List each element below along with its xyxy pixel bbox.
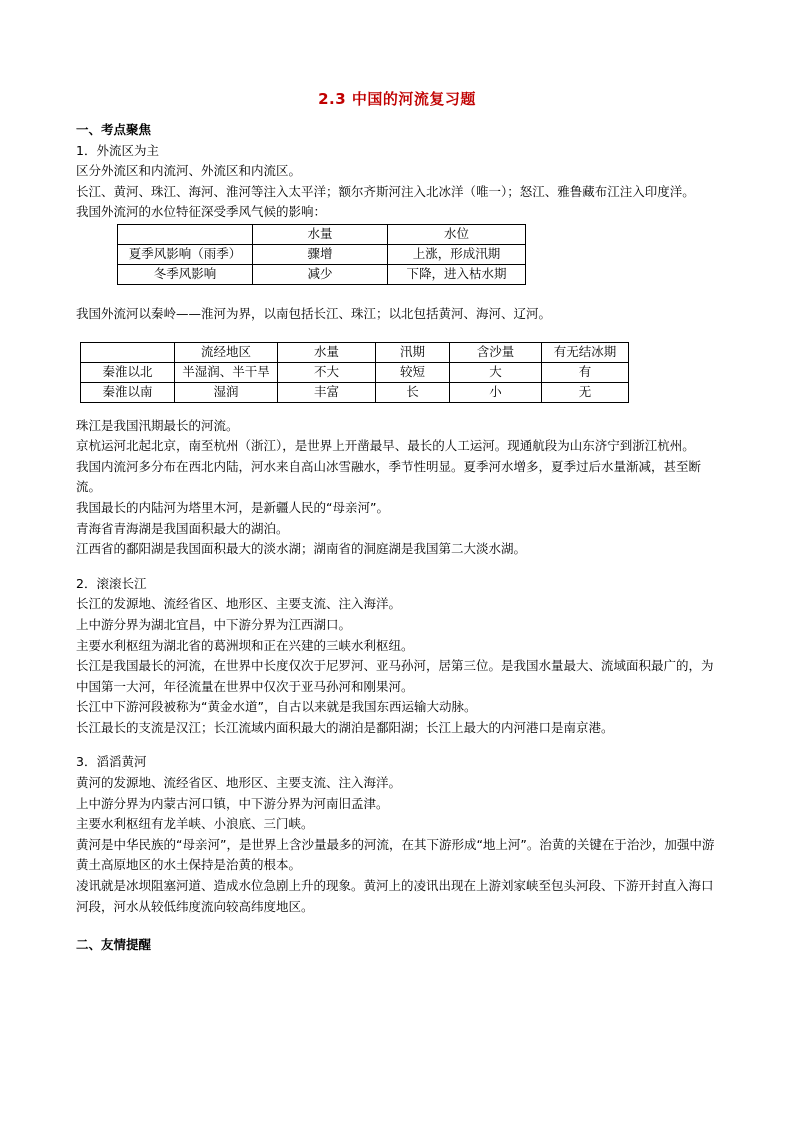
paragraph: 我国内流河多分布在西北内陆，河水来自高山冰雪融水，季节性明显。夏季河水增多，夏季过后水量渐减，甚至断流。 <box>76 458 702 495</box>
paragraph: 上中游分界为内蒙古河口镇，中下游分界为河南旧孟津。 <box>76 795 389 811</box>
table-cell: 较短 <box>376 362 450 382</box>
paragraph: 长江的发源地、流经省区、地形区、主要支流、注入海洋。 <box>76 596 402 612</box>
north-south-table <box>80 342 629 403</box>
paragraph: 主要水利枢纽有龙羊峡、小浪底、三门峡。 <box>76 816 314 832</box>
paragraph: 上中游分界为湖北宜昌，中下游分界为江西湖口。 <box>76 616 352 632</box>
table-cell: 下降，进入枯水期 <box>388 264 526 284</box>
paragraph: 黄河是中华民族的“母亲河”，是世界上含沙量最多的河流，在其下游形成“地上河”。治黄的关键在于治沙，加强中游黄土高原地区的水土保持是治黄的根本。 <box>76 836 715 873</box>
table-cell: 湿润 <box>175 382 278 402</box>
table-row <box>118 244 526 264</box>
table-cell: 秦淮以南 <box>81 382 175 402</box>
table-cell <box>81 342 175 362</box>
table-cell: 冬季风影响 <box>118 264 253 284</box>
paragraph: 主要水利枢纽为湖北省的葛洲坝和正在兴建的三峡水利枢纽。 <box>76 637 414 653</box>
table-cell: 骤增 <box>253 244 388 264</box>
table-row <box>118 264 526 284</box>
table-cell: 长 <box>376 382 450 402</box>
paragraph: 区分外流区和内流河、外流区和内流区。 <box>76 163 302 179</box>
table-cell: 汛期 <box>376 342 450 362</box>
paragraph: 长江、黄河、珠江、海河、淮河等注入太平洋；额尔齐斯河注入北冰洋（唯一）；怒江、雅鲁藏布江注入印度洋。 <box>76 183 695 199</box>
table-cell: 有无结冰期 <box>542 342 629 362</box>
section-heading-focus: 一、考点聚焦 <box>76 122 152 137</box>
paragraph: 凌讯就是冰坝阻塞河道、造成水位急剧上升的现象。黄河上的凌讯出现在上游刘家峡至包头河段、下游开封直入海口河段，河水从较低纬度流向较高纬度地区。 <box>76 878 714 914</box>
subheading-yellow-river: 3．滔滔黄河 <box>76 754 147 770</box>
subheading-exterior: 1．外流区为主 <box>76 142 159 158</box>
table-cell: 水量 <box>278 342 376 362</box>
table-cell: 小 <box>450 382 542 402</box>
monsoon-table <box>117 224 526 285</box>
section-heading-reminder: 二、友情提醒 <box>76 937 152 953</box>
paragraph: 我国最长的内陆河为塔里木河，是新疆人民的“母亲河”。 <box>76 499 389 515</box>
table-cell: 丰富 <box>278 382 376 402</box>
table-header-row <box>81 342 629 362</box>
subheading-yangtze: 2．滚滚长江 <box>76 575 147 591</box>
table-cell: 大 <box>450 362 542 382</box>
table-cell: 半湿润、半干旱 <box>175 362 278 382</box>
paragraph: 青海省青海湖是我国面积最大的湖泊。 <box>76 520 289 536</box>
table-cell: 水位 <box>388 224 526 244</box>
paragraph: 江西省的鄱阳湖是我国面积最大的淡水湖；湖南省的洞庭湖是我国第二大淡水湖。 <box>76 541 527 557</box>
paragraph: 黄河的发源地、流经省区、地形区、主要支流、注入海洋。 <box>76 775 402 791</box>
document-body <box>76 120 720 956</box>
table-cell: 夏季风影响（雨季） <box>118 244 253 264</box>
table-row <box>81 362 629 382</box>
table-cell <box>118 224 253 244</box>
paragraph: 长江最长的支流是汉江；长江流域内面积最大的湖泊是鄱阳湖；长江上最大的内河港口是南京港。 <box>76 719 614 735</box>
paragraph: 我国外流河以秦岭——淮河为界，以南包括长江、珠江；以北包括黄河、海河、辽河。 <box>76 305 552 321</box>
page-title: 2.3 中国的河流复习题 <box>318 90 476 108</box>
table-cell: 含沙量 <box>450 342 542 362</box>
table-cell: 不大 <box>278 362 376 382</box>
table-cell: 无 <box>542 382 629 402</box>
paragraph: 京杭运河北起北京，南至杭州（浙江），是世界上开凿最早、最长的人工运河。现通航段为山东济宁到浙江杭州。 <box>76 438 695 454</box>
paragraph: 珠江是我国汛期最长的河流。 <box>76 417 239 433</box>
paragraph: 长江中下游河段被称为“黄金水道”，自古以来就是我国东西运输大动脉。 <box>76 699 477 715</box>
table-row <box>81 382 629 402</box>
table-cell: 有 <box>542 362 629 382</box>
table-cell: 秦淮以北 <box>81 362 175 382</box>
table-cell: 上涨，形成汛期 <box>388 244 526 264</box>
paragraph: 我国外流河的水位特征深受季风气候的影响： <box>76 204 327 220</box>
table-cell: 减少 <box>253 264 388 284</box>
table-cell: 流经地区 <box>175 342 278 362</box>
paragraph: 长江是我国最长的河流，在世界中长度仅次于尼罗河、亚马孙河，居第三位。是我国水量最大、流域面积最广的，为中国第一大河，年径流量在世界中仅次于亚马孙河和刚果河。 <box>76 658 714 694</box>
table-cell: 水量 <box>253 224 388 244</box>
table-header-row <box>118 224 526 244</box>
